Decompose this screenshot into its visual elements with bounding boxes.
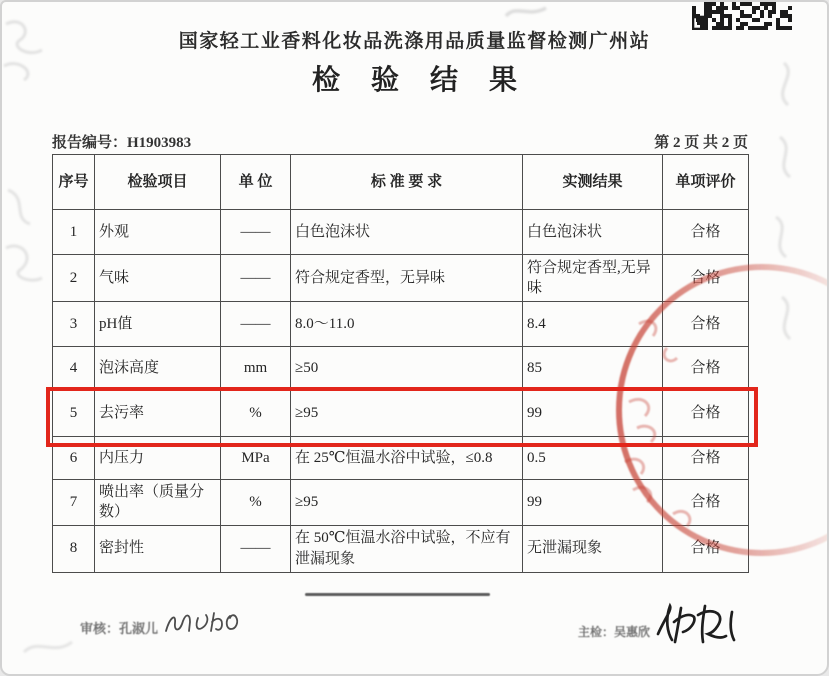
reviewer-signature: [160, 605, 270, 641]
col-header-unit: 单 位: [221, 155, 291, 210]
cell-no: 5: [53, 390, 95, 437]
reviewer-name: 孔淑儿: [119, 621, 159, 636]
cell-no: 7: [53, 480, 95, 526]
table-row-highlighted: [53, 390, 749, 437]
inspector-field: 主检：吴惠欣: [578, 625, 651, 639]
cell-evaluation: 合格: [663, 255, 749, 302]
cell-unit: ——: [221, 302, 291, 347]
table-row: [53, 347, 749, 390]
cell-result: 99: [523, 480, 663, 526]
cell-item: 密封性: [95, 525, 221, 572]
cell-evaluation: 合格: [663, 480, 749, 526]
col-header-item: 检验项目: [95, 155, 221, 210]
cell-result: 8.4: [523, 302, 663, 347]
col-header-standard: 标 准 要 求: [291, 155, 523, 210]
cell-no: 1: [53, 210, 95, 255]
cell-no: 8: [53, 525, 95, 572]
cell-unit: ——: [221, 210, 291, 255]
cell-evaluation: 合格: [663, 210, 749, 255]
cell-no: 6: [53, 437, 95, 480]
cell-result: 0.5: [523, 437, 663, 480]
bleed-through-mark: [754, 57, 824, 357]
cell-result: 无泄漏现象: [523, 525, 663, 572]
cell-evaluation: 合格: [663, 525, 749, 572]
cell-unit: %: [221, 480, 291, 526]
cell-no: 2: [53, 255, 95, 302]
inspector-name: 吴惠欣: [614, 625, 651, 639]
cell-unit: MPa: [221, 437, 291, 480]
table-row: [53, 255, 749, 302]
cell-standard: ≥95: [291, 480, 523, 526]
results-table: [52, 154, 749, 573]
cell-item: 内压力: [95, 437, 221, 480]
cell-standard: ≥95: [291, 390, 523, 437]
cell-standard: 在 25℃恒温水浴中试验，≤0.8: [291, 437, 523, 480]
cell-item: pH值: [95, 302, 221, 347]
col-header-evaluation: 单项评价: [663, 155, 749, 210]
cell-standard: 8.0～11.0: [291, 302, 523, 347]
cell-item: 喷出率（质量分数）: [95, 480, 221, 526]
cell-standard: 符合规定香型，无异味: [291, 255, 523, 302]
cell-item: 气味: [95, 255, 221, 302]
report-meta-line: [52, 131, 748, 152]
cell-unit: mm: [221, 347, 291, 390]
table-row: [53, 210, 749, 255]
table-row: [53, 480, 749, 526]
cell-result: 99: [523, 390, 663, 437]
col-header-result: 实测结果: [523, 155, 663, 210]
cell-result: 白色泡沫状: [523, 210, 663, 255]
cell-no: 4: [53, 347, 95, 390]
table-row: [53, 525, 749, 572]
inspector-signature: [648, 600, 748, 648]
cell-standard: 在 50℃恒温水浴中试验，不应有泄漏现象: [291, 525, 523, 572]
cell-evaluation: 合格: [663, 347, 749, 390]
cell-unit: ——: [221, 255, 291, 302]
cell-standard: ≥50: [291, 347, 523, 390]
table-header-row: [53, 155, 749, 210]
page-indicator: 第 2 页 共 2 页: [654, 135, 748, 151]
table-row: [53, 437, 749, 480]
cell-item: 去污率: [95, 390, 221, 437]
divider-line: [305, 593, 490, 596]
cell-standard: 白色泡沫状: [291, 210, 523, 255]
org-name: 国家轻工业香料化妆品洗涤用品质量监督检测广州站: [178, 31, 651, 52]
cell-result: 85: [523, 347, 663, 390]
page-title: 检 验 结 果: [311, 65, 529, 96]
cell-result: 符合规定香型,无异味: [523, 255, 663, 302]
cell-evaluation: 合格: [663, 437, 749, 480]
cell-evaluation: 合格: [663, 302, 749, 347]
cell-item: 外观: [95, 210, 221, 255]
bleed-through-mark: [502, 2, 552, 24]
cell-evaluation: 合格: [663, 390, 749, 437]
cell-no: 3: [53, 302, 95, 347]
reviewer-field: 审核：孔淑儿: [80, 621, 159, 636]
qr-code: [692, 2, 796, 30]
cell-unit: %: [221, 390, 291, 437]
cell-item: 泡沫高度: [95, 347, 221, 390]
col-header-no: 序号: [53, 155, 95, 210]
report-number: 报告编号：H1903983: [52, 135, 192, 151]
table-row: [53, 302, 749, 347]
cell-unit: ——: [221, 525, 291, 572]
